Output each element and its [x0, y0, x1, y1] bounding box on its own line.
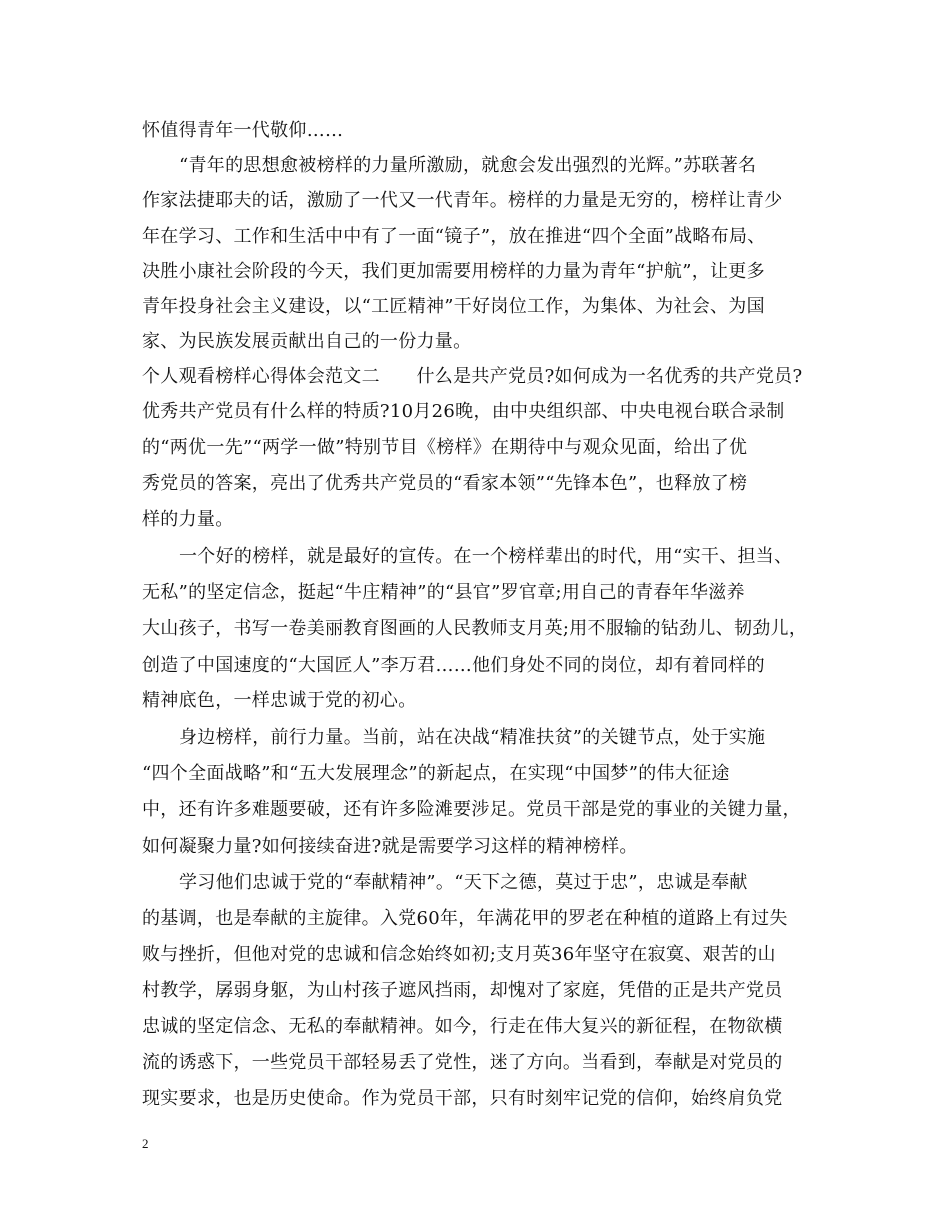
- text-line: 一个好的榜样，就是最好的宣传。在一个榜样辈出的时代，用“实干、担当、: [179, 546, 793, 567]
- text-line: 秀党员的答案，亮出了优秀共产党员的“看家本领”“先锋本色”，也释放了榜: [142, 473, 748, 494]
- text-line: 村教学，孱弱身躯，为山村孩子遮风挡雨，却愧对了家庭，凭借的正是共产党员: [142, 980, 783, 1001]
- text-line: 个人观看榜样心得体会范文二 什么是共产党员?如何成为一名优秀的共产党员?: [142, 366, 803, 387]
- text-line: 创造了中国速度的“大国匠人”李万君……他们身处不同的岗位，却有着同样的: [142, 655, 765, 676]
- text-line: “四个全面战略”和“五大发展理念”的新起点，在实现“中国梦”的伟大征途: [142, 763, 730, 784]
- text-line: 学习他们忠诚于党的“奉献精神”。“天下之德，莫过于忠”，忠诚是奉献: [179, 872, 748, 893]
- text-line: 身边榜样，前行力量。当前，站在决战“精准扶贫”的关键节点，处于实施: [179, 727, 766, 748]
- text-line: 样的力量。: [142, 509, 234, 530]
- page-number: 2: [142, 1136, 149, 1151]
- text-line: 大山孩子，书写一卷美丽教育图画的人民教师支月英;用不服输的钻劲儿、韧劲儿，: [142, 618, 808, 639]
- text-line: 青年投身社会主义建设，以“工匠精神”干好岗位工作，为集体、为社会、为国: [142, 296, 765, 317]
- text-line: 败与挫折，但他对党的忠诚和信念始终如初;支月英36年坚守在寂寞、艰苦的山: [142, 944, 776, 965]
- text-line: 怀值得青年一代敬仰……: [142, 120, 344, 141]
- text-line: 精神底色，一样忠诚于党的初心。: [142, 690, 417, 711]
- text-line: 中，还有许多难题要破，还有许多险滩要涉足。党员干部是党的事业的关键力量，: [142, 799, 801, 820]
- text-line: 忠诚的坚定信念、无私的奉献精神。如今，行走在伟大复兴的新征程，在物欲横: [142, 1016, 783, 1037]
- text-line: 优秀共产党员有什么样的特质?10月26晚，由中央组织部、中央电视台联合录制: [142, 401, 785, 422]
- text-line: 无私”的坚定信念，挺起“牛庄精神”的“县官”罗官章;用自己的青春年华滋养: [142, 582, 745, 603]
- text-line: 年在学习、工作和生活中中有了一面“镜子”，放在推进“四个全面”战略布局、: [142, 226, 766, 247]
- text-line: 的基调，也是奉献的主旋律。入党60年，年满花甲的罗老在种植的道路上有过失: [142, 908, 788, 929]
- text-line: 的“两优一先”“两学一做”特别节目《榜样》在期待中与观众见面，给出了优: [142, 437, 748, 458]
- text-line: 如何凝聚力量?如何接续奋进?就是需要学习这样的精神榜样。: [142, 836, 638, 857]
- text-line: 决胜小康社会阶段的今天，我们更加需要用榜样的力量为青年“护航”，让更多: [142, 261, 765, 282]
- text-line: 作家法捷耶夫的话，激励了一代又一代青年。榜样的力量是无穷的，榜样让青少: [142, 190, 783, 211]
- text-line: “青年的思想愈被榜样的力量所激励，就愈会发出强烈的光辉。”苏联著名: [179, 155, 757, 176]
- text-line: 流的诱惑下，一些党员干部轻易丢了党性，迷了方向。当看到，奉献是对党员的: [142, 1052, 783, 1073]
- text-line: 家、为民族发展贡献出自己的一份力量。: [142, 331, 472, 352]
- text-line: 现实要求，也是历史使命。作为党员干部，只有时刻牢记党的信仰，始终肩负党: [142, 1088, 783, 1109]
